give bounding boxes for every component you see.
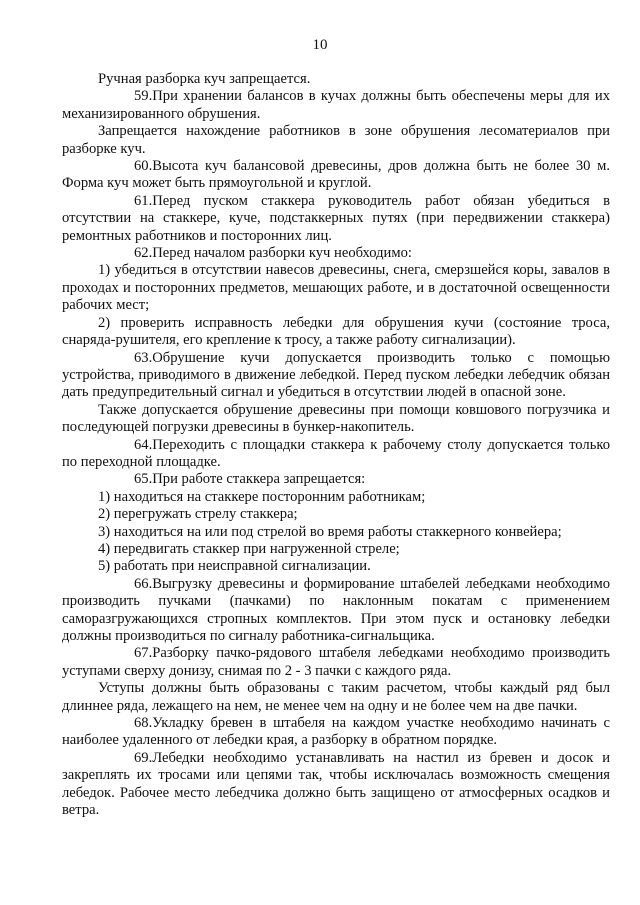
paragraph xyxy=(62,506,610,523)
paragraph xyxy=(62,558,610,575)
paragraph xyxy=(62,158,610,193)
clause-number: 61. xyxy=(134,192,153,209)
page-number: 10 xyxy=(312,37,328,53)
paragraph-text: 2) проверить исправность лебедки для обрушения кучи (состояние троса, снаряда-рушителя, его крепление к тросу, а также работу сигнализации). xyxy=(62,314,610,349)
paragraph-text: 2) перегружать стрелу стаккера; xyxy=(98,506,298,523)
paragraph-text: Перед началом разборки куч необходимо: xyxy=(152,245,412,262)
paragraph xyxy=(62,245,610,262)
paragraph xyxy=(62,123,610,158)
paragraph-text: 4) передвигать стаккер при нагруженной стреле; xyxy=(98,540,400,557)
paragraph-text: При работе стаккера запрещается: xyxy=(152,471,366,488)
paragraph-text: Также допускается обрушение древесины при помощи ковшового погрузчика и последующей погрузки древесины в бункер-накопитель. xyxy=(62,401,610,436)
clause-number: 59. xyxy=(134,88,153,105)
paragraph-text: Выгрузку древесины и формирование штабелей лебедками необходимо производить пучками (пачками) по наклонным покатам с применением саморазгружающихся стропных комплектов. При этом пуск и остановку лебедки должны производиться по сигналу работника-сигнальщика. xyxy=(62,575,610,644)
clause-number: 67. xyxy=(134,645,153,662)
paragraph xyxy=(62,750,610,820)
paragraph-text: Разборку пачко-рядового штабеля лебедками необходимо производить уступами сверху донизу, снимая по 2 - 3 пачки с каждого ряда. xyxy=(62,645,610,679)
paragraph-text: Переходить с площадки стаккера к рабочему столу допускается только по переходной площадке. xyxy=(62,436,610,470)
paragraph xyxy=(62,471,610,488)
paragraph-text: 5) работать при неисправной сигнализации. xyxy=(98,558,371,575)
paragraph-text: 3) находиться на или под стрелой во время работы стаккерного конвейера; xyxy=(98,523,562,540)
clause-number: 69. xyxy=(134,749,153,766)
paragraph xyxy=(62,715,610,750)
clause-number: 66. xyxy=(134,575,153,592)
paragraph-text: Ручная разборка куч запрещается. xyxy=(98,71,311,87)
clause-number: 68. xyxy=(134,715,153,732)
paragraph xyxy=(62,541,610,558)
clause-number: 60. xyxy=(134,158,153,175)
paragraph xyxy=(62,680,610,715)
clause-number: 65. xyxy=(134,471,153,488)
clause-number: 64. xyxy=(134,436,153,453)
paragraph xyxy=(62,576,610,646)
paragraph-text: При хранении балансов в кучах должны быть обеспечены меры для их механизированного обрушения. xyxy=(62,88,610,122)
paragraph-text: Обрушение кучи допускается производить только с помощью устройства, приводимого в движение лебедкой. Перед пуском лебедки лебедчик обязан дать предупредительный сигнал и убедиться в отсутствии людей в опасной зоне. xyxy=(62,349,610,401)
paragraph xyxy=(62,71,610,88)
paragraph xyxy=(62,524,610,541)
paragraph-text: Лебедки необходимо устанавливать на настил из бревен и досок и закреплять их тросами или цепями так, чтобы исключалась возможность смещения лебедок. Рабочее место лебедчика должно быть защищено от атмосферных осадков и ветра. xyxy=(62,749,610,819)
paragraph-text: Высота куч балансовой древесины, дров должна быть не более 30 м. Форма куч может быть прямоугольной и круглой. xyxy=(62,158,610,192)
paragraph-text: Укладку бревен в штабеля на каждом участке необходимо начинать с наиболее удаленного от лебедки края, а разборку в обратном порядке. xyxy=(62,715,610,749)
clause-number: 63. xyxy=(134,349,153,366)
clause-number: 62. xyxy=(134,245,153,262)
paragraph xyxy=(62,315,610,350)
paragraph xyxy=(62,350,610,402)
paragraph xyxy=(62,489,610,506)
paragraph-text: Запрещается нахождение работников в зоне обрушения лесоматериалов при разборке куч. xyxy=(62,123,610,157)
paragraph xyxy=(62,88,610,123)
paragraph-text: Перед пуском стаккера руководитель работ обязан убедиться в отсутствии на стаккере, куче, подстаккерных путях (при передвижении стаккера) ремонтных работников и посторонних лиц. xyxy=(62,192,610,244)
paragraph xyxy=(62,645,610,680)
paragraph xyxy=(62,193,610,245)
paragraph xyxy=(62,262,610,314)
paragraph xyxy=(62,437,610,472)
document-body xyxy=(62,71,610,819)
paragraph xyxy=(62,402,610,437)
paragraph-text: 1) находиться на стаккере посторонним работникам; xyxy=(98,488,426,505)
paragraph-text: 1) убедиться в отсутствии навесов древесины, снега, смерзшейся коры, завалов в проходах и посторонних предметов, мешающих работе, и в достаточной освещенности рабочих мест; xyxy=(62,262,610,314)
paragraph-text: Уступы должны быть образованы с таким расчетом, чтобы каждый ряд был длиннее ряда, лежащего на нем, не менее чем на одну и не более чем на две пачки. xyxy=(62,680,610,714)
